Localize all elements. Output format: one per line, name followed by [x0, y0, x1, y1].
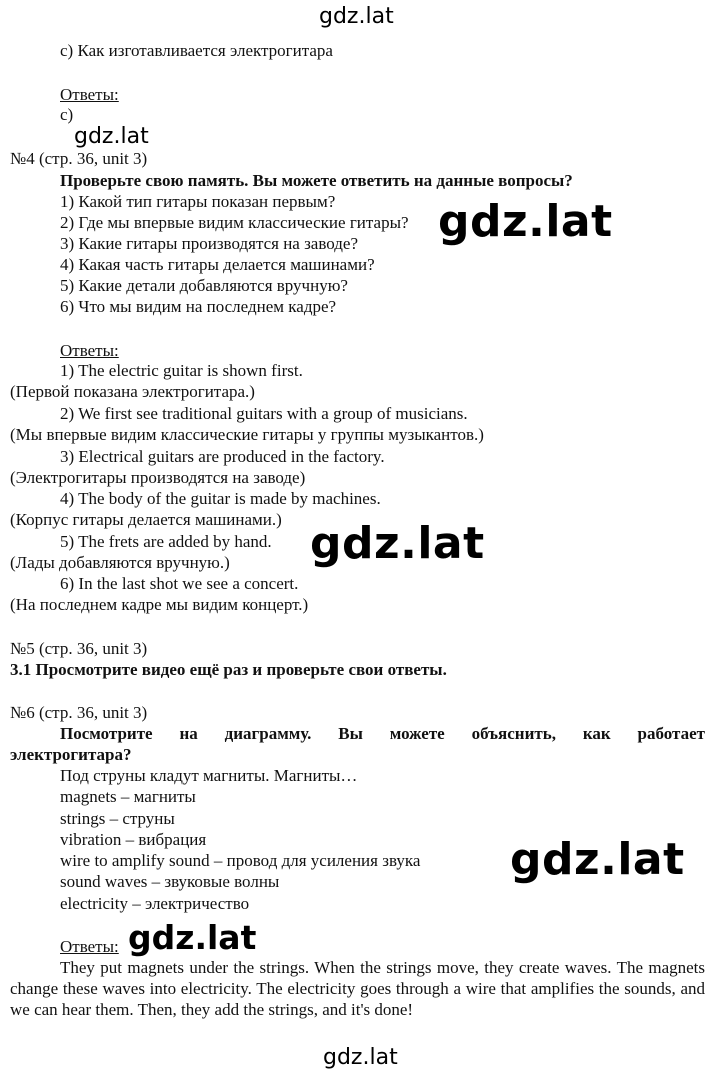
vocab-item: wire to amplify sound – провод для усиления звука	[60, 851, 421, 870]
watermark: gdz.lat	[510, 834, 685, 885]
task4-answer-en: 2) We first see traditional guitars with a group of musicians.	[60, 404, 468, 423]
task4-question: 3) Какие гитары производятся на заводе?	[60, 234, 359, 253]
task4-question: 5) Какие детали добавляются вручную?	[60, 276, 348, 295]
answer-c: c)	[60, 105, 74, 124]
task4-instruction: Проверьте свою память. Вы можете ответить на данные вопросы?	[60, 171, 573, 190]
task6-heading: №6 (стр. 36, unit 3)	[10, 703, 148, 722]
watermark: gdz.lat	[310, 518, 485, 569]
task4-answer-en: 3) Electrical guitars are produced in the factory.	[60, 447, 385, 466]
task4-answers-label: Ответы:	[60, 341, 119, 360]
question-c: c) Как изготавливается электрогитара	[60, 41, 333, 60]
watermark: gdz.lat	[323, 1045, 398, 1070]
task4-answer-ru: (Лады добавляются вручную.)	[10, 553, 230, 572]
task6-instruction-cont: электрогитара?	[10, 745, 132, 764]
task4-answer-en: 4) The body of the guitar is made by machines.	[60, 489, 381, 508]
watermark: gdz.lat	[438, 196, 613, 247]
task4-question: 6) Что мы видим на последнем кадре?	[60, 297, 337, 316]
task4-answer-ru: (Корпус гитары делается машинами.)	[10, 510, 282, 529]
task4-question: 1) Какой тип гитары показан первым?	[60, 192, 336, 211]
task5-heading: №5 (стр. 36, unit 3)	[10, 639, 148, 658]
vocab-item: electricity – электричество	[60, 894, 250, 913]
task4-answer-ru: (Мы впервые видим классические гитары у группы музыкантов.)	[10, 425, 484, 444]
task4-answer-ru: (На последнем кадре мы видим концерт.)	[10, 595, 309, 614]
task6-answer: They put magnets under the strings. When the strings move, they create waves. The magnets change these waves into electricity. The electricity goes through a wire that amplifies the sounds, and we can hear them. Then, they add the strings, and it's done!	[10, 958, 705, 1019]
task6-intro: Под струны кладут магниты. Магниты…	[60, 766, 358, 785]
task4-question: 2) Где мы впервые видим классические гитары?	[60, 213, 409, 232]
task4-answer-en: 1) The electric guitar is shown first.	[60, 361, 303, 380]
vocab-item: strings – струны	[60, 809, 175, 828]
task4-answer-ru: (Электрогитары производятся на заводе)	[10, 468, 306, 487]
task4-answer-en: 5) The frets are added by hand.	[60, 532, 272, 551]
task6-answers-label: Ответы:	[60, 937, 119, 956]
vocab-item: vibration – вибрация	[60, 830, 207, 849]
answers-label: Ответы:	[60, 85, 119, 104]
watermark: gdz.lat	[128, 918, 257, 957]
task5-instruction: 3.1 Просмотрите видео ещё раз и проверьте свои ответы.	[10, 660, 447, 679]
vocab-item: sound waves – звуковые волны	[60, 872, 280, 891]
task4-question: 4) Какая часть гитары делается машинами?	[60, 255, 375, 274]
task4-heading: №4 (стр. 36, unit 3)	[10, 149, 148, 168]
watermark: gdz.lat	[319, 4, 394, 29]
task4-answer-ru: (Первой показана электрогитара.)	[10, 382, 255, 401]
watermark: gdz.lat	[74, 124, 149, 149]
task6-instruction: Посмотрите на диаграмму. Вы можете объяснить, как работает	[60, 724, 705, 743]
vocab-item: magnets – магниты	[60, 787, 196, 806]
task4-answer-en: 6) In the last shot we see a concert.	[60, 574, 299, 593]
